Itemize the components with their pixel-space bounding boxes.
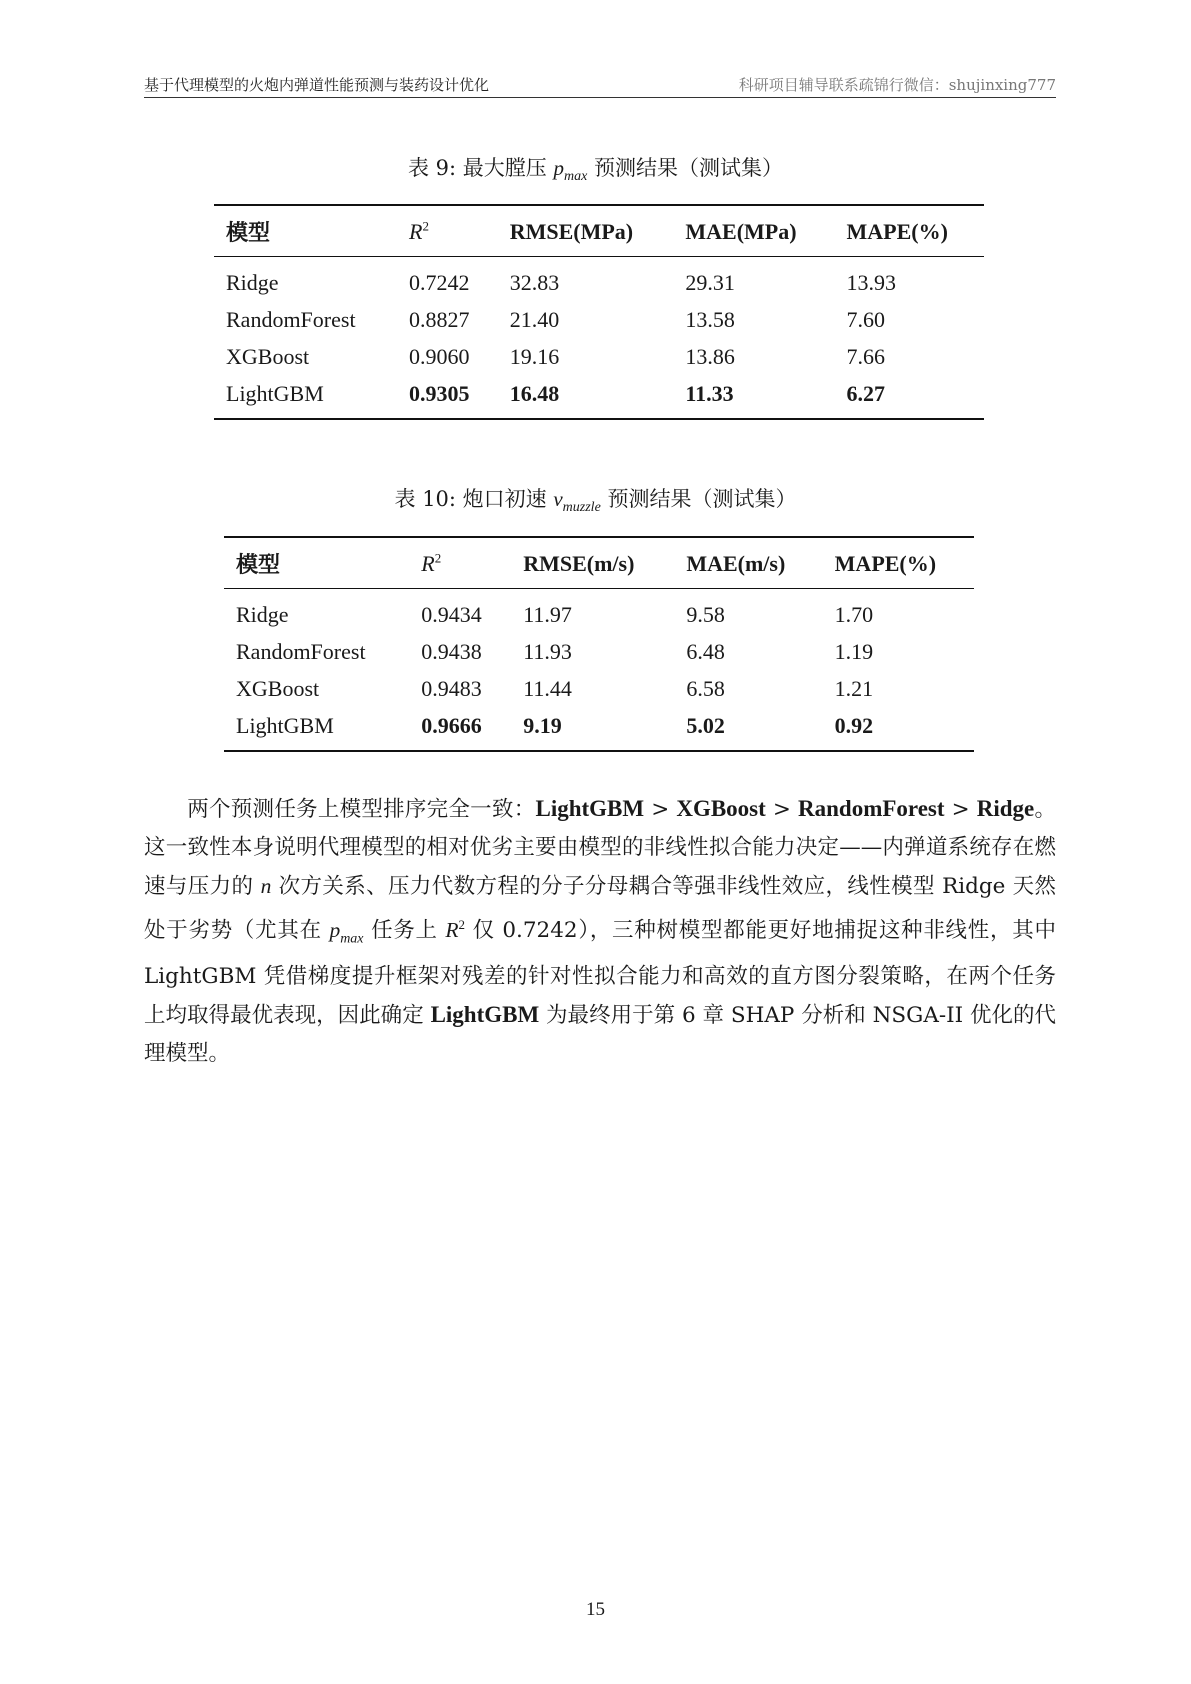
cell: 13.86	[685, 344, 735, 369]
cell: Ridge	[226, 270, 279, 295]
table9-header-mae: MAE(MPa)	[673, 205, 834, 257]
para-math: $R^2$	[445, 917, 465, 943]
table-row	[214, 339, 984, 376]
cell: LightGBM	[226, 381, 324, 406]
table9-caption-suffix: 预测结果（测试集）	[587, 156, 783, 180]
cell: 29.31	[685, 270, 735, 295]
table-row	[214, 257, 984, 303]
cell: 1.70	[834, 602, 874, 627]
cell-best: 16.48	[509, 381, 560, 406]
cell-best: 9.19	[523, 713, 562, 738]
cell: 11.44	[523, 676, 572, 701]
cell: 1.21	[834, 676, 874, 701]
table10-caption-suffix: 预测结果（测试集）	[600, 487, 797, 511]
para-math: n	[260, 874, 272, 898]
cell: 0.9060	[409, 344, 470, 369]
para-math: $p_{max}$	[329, 918, 364, 947]
table-row	[224, 589, 974, 635]
cell: 7.60	[846, 307, 885, 332]
para-bold: LightGBM	[535, 796, 645, 821]
para-bold: Ridge	[976, 796, 1035, 821]
table10-caption-var: $v_{muzzle}$	[553, 487, 601, 516]
para-text: 。这一致性本身说明代理模型的相对优劣主要由模型的非线性拟合能力决定——内弹道系统存在燃速与压力的	[144, 797, 1056, 899]
cell: 11.97	[523, 602, 572, 627]
table10-header-model: 模型	[224, 537, 409, 589]
para-text: >	[944, 797, 977, 822]
table-row	[214, 376, 984, 419]
table9-header-r2: $R^2$	[397, 205, 498, 257]
cell: 13.93	[846, 270, 896, 295]
table10-header-mape: MAPE(%)	[823, 537, 974, 589]
table10	[224, 536, 974, 752]
cell: RandomForest	[236, 639, 366, 664]
table10-caption-prefix: 表 10: 炮口初速	[394, 487, 554, 511]
cell: RandomForest	[226, 307, 356, 332]
running-header-contact: 科研项目辅导联系疏锦行微信：shujinxing777	[738, 76, 1056, 94]
cell: 6.48	[686, 639, 725, 664]
para-text: 任务上	[363, 918, 446, 944]
table-row	[224, 634, 974, 671]
cell: 0.7242	[409, 270, 470, 295]
para-bold: LightGBM	[430, 1002, 540, 1028]
page-number: 15	[586, 1599, 605, 1620]
cell: 0.9438	[421, 639, 482, 664]
para-text: 次方关系、压力代数方程的分子分母耦合等强非线性效应，线性模型 Ridge 天然处于劣势（尤其在	[144, 874, 1056, 944]
cell-best: 0.92	[834, 713, 874, 738]
para-text: 为最终用于第 6 章 SHAP 分析和 NSGA-II 优化的代理模型。	[144, 1003, 1056, 1067]
para-text: 两个预测任务上模型排序完全一致：	[187, 797, 536, 822]
cell: 7.66	[846, 344, 885, 369]
cell: 21.40	[509, 307, 560, 332]
table-row	[224, 708, 974, 751]
table9-caption-var: $p_{max}$	[553, 156, 588, 185]
cell: 0.8827	[409, 307, 470, 332]
cell-best: 11.33	[685, 381, 734, 406]
table9-header-row	[214, 205, 984, 257]
cell: LightGBM	[236, 713, 334, 738]
para-text: >	[765, 797, 798, 822]
table9	[214, 204, 984, 420]
cell: 0.9434	[421, 602, 482, 627]
cell: 19.16	[509, 344, 560, 369]
table-row	[224, 671, 974, 708]
cell: Ridge	[236, 602, 289, 627]
header-rule	[144, 97, 1056, 98]
cell-best: 5.02	[686, 713, 725, 738]
table10-header-r2: $R^2$	[409, 537, 511, 589]
table9-header-mape: MAPE(%)	[835, 205, 985, 257]
cell: 0.9483	[421, 676, 482, 701]
table10-header-row	[224, 537, 974, 589]
para-bold: RandomForest	[798, 796, 945, 821]
cell: 6.58	[686, 676, 725, 701]
table9-header-rmse: RMSE(MPa)	[498, 205, 674, 257]
para-text: 仅 0.7242），三种树模型都能更好地捕捉这种非线性，其中 LightGBM 凭借梯度提升框架对残差的针对性拟合能力和高效的直方图分裂策略，在两个任务上均取得最优表现，因此确定	[144, 918, 1056, 1029]
cell-best: 0.9666	[421, 713, 482, 738]
cell: 11.93	[523, 639, 572, 664]
table9-caption-prefix: 表 9: 最大膛压	[408, 156, 554, 180]
cell: 1.19	[834, 639, 874, 664]
table9-header-model: 模型	[214, 205, 397, 257]
running-header-title: 基于代理模型的火炮内弹道性能预测与装药设计优化	[144, 76, 490, 94]
para-bold: XGBoost	[676, 796, 766, 821]
table9-caption	[0, 152, 1191, 185]
cell-best: 0.9305	[409, 381, 470, 406]
table10-header-rmse: RMSE(m/s)	[511, 537, 674, 589]
para-text: >	[644, 797, 677, 822]
body-paragraph	[144, 790, 1056, 1073]
table-row	[214, 302, 984, 339]
cell: XGBoost	[226, 344, 310, 369]
cell: 13.58	[685, 307, 735, 332]
table10-caption	[0, 483, 1191, 516]
cell-best: 6.27	[846, 381, 885, 406]
cell: 9.58	[686, 602, 725, 627]
cell: 32.83	[509, 270, 560, 295]
cell: XGBoost	[236, 676, 320, 701]
table10-header-mae: MAE(m/s)	[674, 537, 822, 589]
